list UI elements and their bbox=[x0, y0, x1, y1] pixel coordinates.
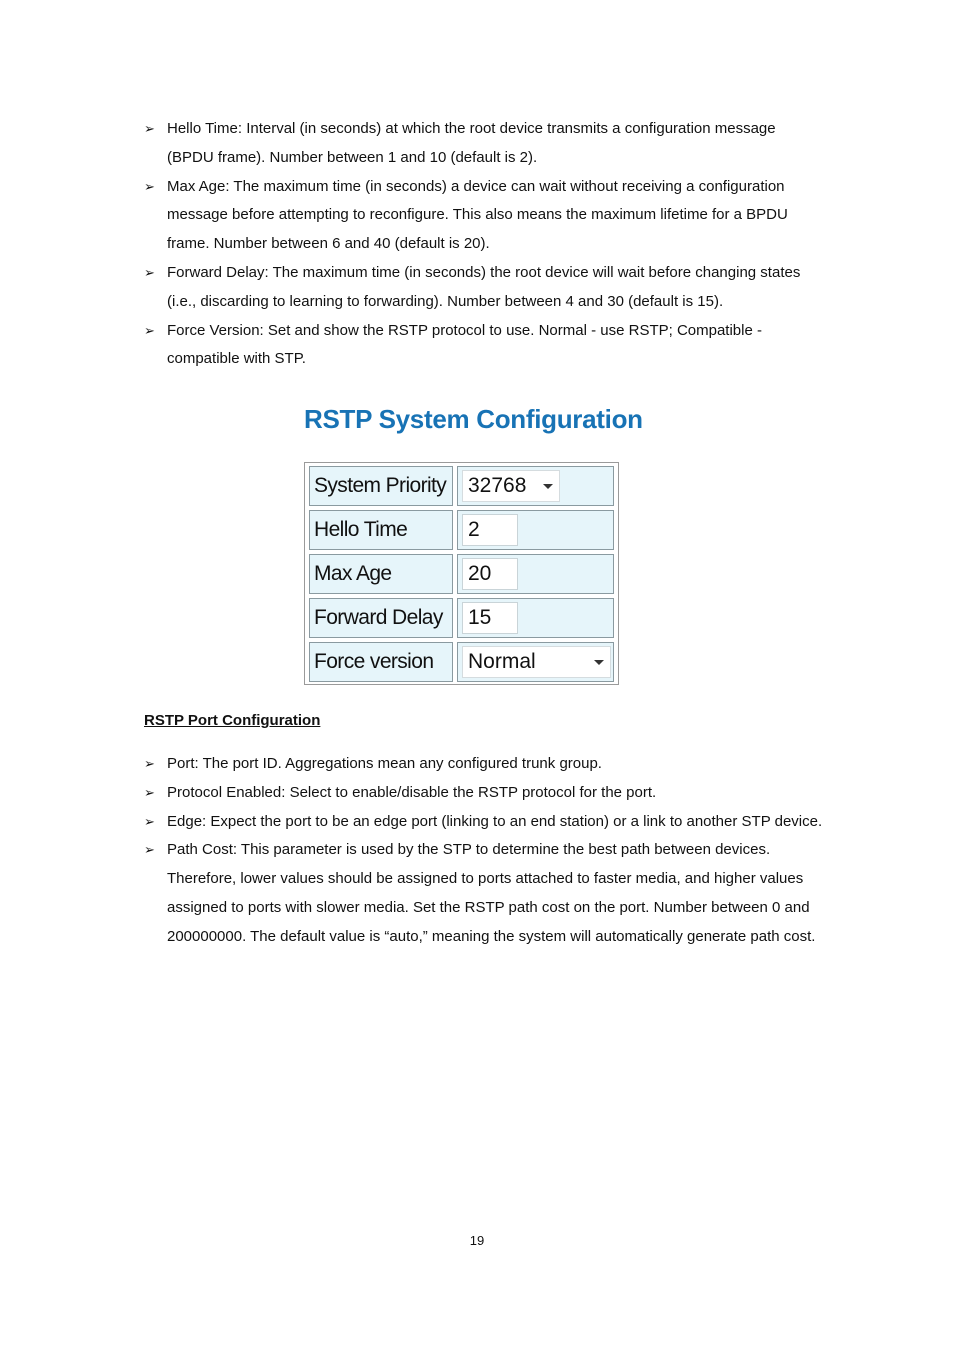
config-row-forward-delay bbox=[309, 598, 615, 638]
rstp-system-configuration-title: RSTP System Configuration bbox=[304, 404, 643, 434]
arrow-bullet-icon: ➢ bbox=[144, 842, 155, 858]
config-row-hello-time bbox=[309, 510, 615, 550]
force-version-label: Force version bbox=[309, 642, 453, 682]
forward-delay-cell bbox=[457, 598, 614, 638]
forward-delay-label: Forward Delay bbox=[309, 598, 453, 638]
arrow-bullet-icon: ➢ bbox=[144, 756, 155, 771]
system-priority-label: System Priority bbox=[309, 466, 453, 506]
arrow-bullet-icon: ➢ bbox=[144, 121, 155, 136]
config-row-max-age bbox=[309, 554, 615, 594]
forward-delay-input[interactable]: 15 bbox=[462, 602, 518, 634]
system-priority-value: 32768 bbox=[468, 474, 527, 497]
hello-time-label: Hello Time bbox=[309, 510, 453, 550]
max-age-label: Max Age bbox=[309, 554, 453, 594]
bullet-text: Force Version: Set and show the RSTP protocol to use. Normal - use RSTP; Compatible - compatible with STP. bbox=[167, 321, 762, 368]
bullet-text: Path Cost: This parameter is used by the STP to determine the best path between devices. Therefore, lower values should be assigned to ports attached to faster media, and higher values assigned to ports with slower media. Set the RSTP path cost on the port. Number between 0 and 200000000. The default value is “auto,” meaning the system will automatically generate path cost. bbox=[167, 841, 816, 945]
bullet-text: Forward Delay: The maximum time (in seconds) the root device will wait before changing states (i.e., discarding to learning to forwarding). Number between 4 and 30 (default is 15). bbox=[167, 263, 801, 310]
force-version-select[interactable] bbox=[462, 646, 611, 678]
bullet-hello-time bbox=[144, 115, 824, 173]
system-priority-cell bbox=[457, 466, 614, 506]
rstp-system-config-table bbox=[304, 462, 619, 685]
system-priority-select[interactable] bbox=[462, 470, 560, 502]
hello-maxage-forward-force-bullet-list bbox=[144, 115, 824, 374]
bullet-port bbox=[144, 750, 824, 779]
arrow-bullet-icon: ➢ bbox=[144, 322, 155, 338]
rstp-port-configuration-heading: RSTP Port Configuration bbox=[144, 712, 321, 729]
port-configuration-bullet-list bbox=[144, 750, 824, 952]
force-version-cell bbox=[457, 642, 614, 682]
bullet-force-version bbox=[144, 317, 824, 375]
bullet-path-cost bbox=[144, 836, 824, 951]
config-row-system-priority bbox=[309, 466, 615, 506]
bullet-text: Port: The port ID. Aggregations mean any configured trunk group. bbox=[167, 755, 602, 772]
arrow-bullet-icon: ➢ bbox=[144, 178, 155, 194]
bullet-protocol-enabled bbox=[144, 779, 824, 808]
bullet-text: Hello Time: Interval (in seconds) at which the root device transmits a configuration message (BPDU frame). Number between 1 and 10 (default is 2). bbox=[167, 120, 776, 166]
bullet-text: Protocol Enabled: Select to enable/disable the RSTP protocol for the port. bbox=[167, 783, 657, 801]
hello-time-cell bbox=[457, 510, 614, 550]
arrow-bullet-icon: ➢ bbox=[144, 264, 155, 280]
config-row-force-version bbox=[309, 642, 615, 682]
page-number: 19 bbox=[469, 1233, 485, 1248]
arrow-bullet-icon: ➢ bbox=[144, 813, 155, 829]
hello-time-input[interactable]: 2 bbox=[462, 514, 518, 546]
force-version-value: Normal bbox=[468, 650, 536, 673]
bullet-forward-delay bbox=[144, 259, 824, 317]
chevron-down-icon bbox=[543, 484, 553, 489]
bullet-text: Edge: Expect the port to be an edge port (linking to an end station) or a link to another STP device. bbox=[167, 812, 823, 830]
bullet-text: Max Age: The maximum time (in seconds) a device can wait without receiving a configuration message before attempting to reconfigure. This also means the maximum lifetime for a BPDU frame. Number between 6 and 40 (default is 20). bbox=[167, 177, 788, 253]
max-age-cell bbox=[457, 554, 614, 594]
arrow-bullet-icon: ➢ bbox=[144, 784, 155, 800]
max-age-input[interactable]: 20 bbox=[462, 558, 518, 590]
bullet-max-age bbox=[144, 173, 824, 259]
bullet-edge bbox=[144, 808, 824, 837]
chevron-down-icon bbox=[594, 660, 604, 665]
